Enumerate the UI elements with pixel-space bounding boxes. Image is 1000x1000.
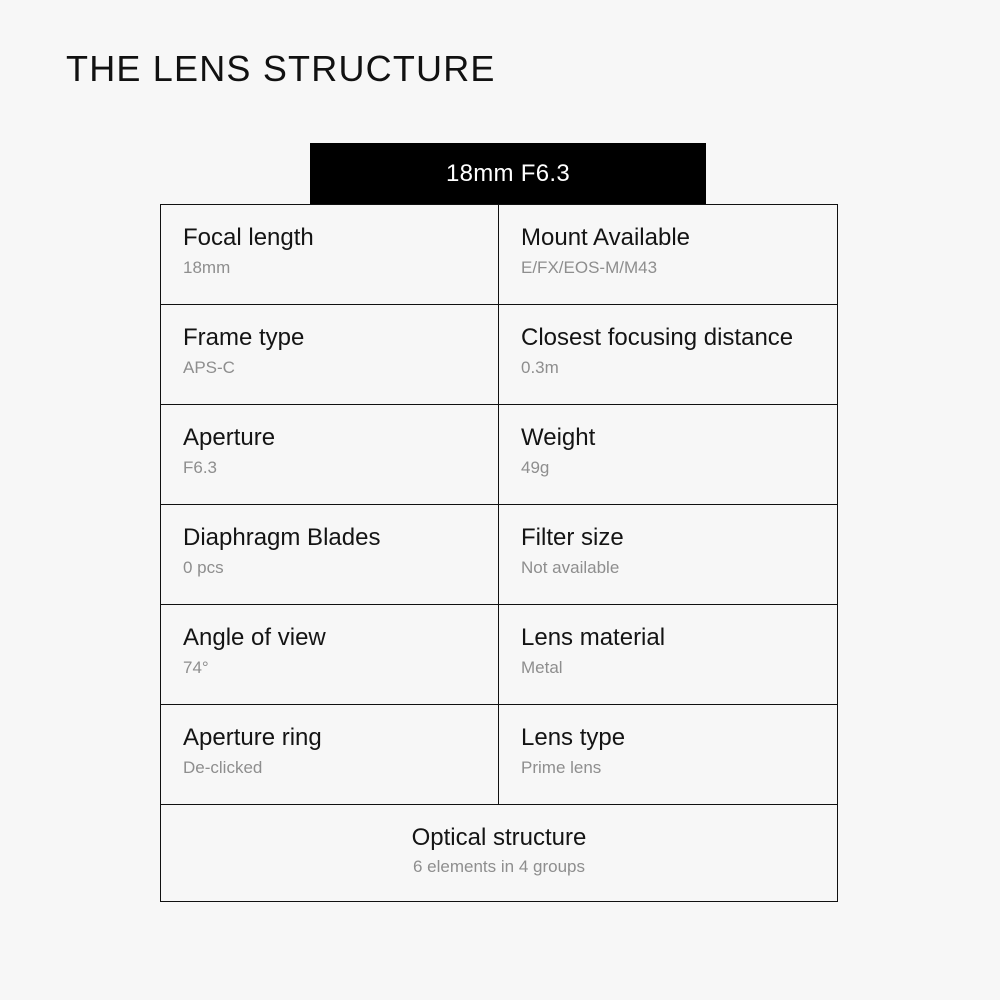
model-badge-label: 18mm F6.3 <box>445 160 571 187</box>
page-title: THE LENS STRUCTURE <box>66 48 496 89</box>
spec-label: Optical structure <box>411 824 587 851</box>
spec-cell-aperture <box>161 405 499 504</box>
table-row <box>161 405 837 505</box>
model-badge <box>310 143 706 205</box>
spec-label: Aperture ring <box>183 724 322 751</box>
spec-value: 0.3m <box>521 357 559 377</box>
spec-table <box>160 204 838 902</box>
spec-value: Metal <box>521 657 563 677</box>
table-row <box>161 305 837 405</box>
spec-value: 0 pcs <box>183 557 224 577</box>
spec-value: F6.3 <box>183 457 218 477</box>
spec-label: Aperture <box>183 424 276 451</box>
spec-value: De-clicked <box>183 757 263 777</box>
spec-value: 49g <box>521 457 550 477</box>
spec-cell-angle-of-view <box>161 605 499 704</box>
table-row <box>161 705 837 805</box>
spec-label: Weight <box>521 424 596 451</box>
spec-label: Focal length <box>183 224 314 251</box>
spec-cell-frame-type <box>161 305 499 404</box>
table-row <box>161 605 837 705</box>
spec-value: Not available <box>521 557 620 577</box>
spec-value: Prime lens <box>521 757 602 777</box>
spec-label: Lens type <box>521 724 626 751</box>
spec-cell-closest-focusing-distance <box>499 305 837 404</box>
spec-cell-lens-material <box>499 605 837 704</box>
spec-label: Filter size <box>521 524 624 551</box>
spec-value: APS-C <box>183 357 235 377</box>
spec-label: Mount Available <box>521 224 691 251</box>
table-row <box>161 505 837 605</box>
spec-label: Closest focusing distance <box>521 324 794 351</box>
spec-value: 74° <box>183 657 209 677</box>
spec-cell-weight <box>499 405 837 504</box>
spec-value: 18mm <box>183 257 231 277</box>
table-row <box>161 205 837 305</box>
table-row-optical-structure <box>161 805 837 901</box>
spec-value: 6 elements in 4 groups <box>413 856 585 876</box>
spec-cell-optical-structure <box>161 805 837 901</box>
spec-value: E/FX/EOS-M/M43 <box>521 257 658 277</box>
spec-cell-filter-size <box>499 505 837 604</box>
spec-label: Diaphragm Blades <box>183 524 381 551</box>
spec-cell-mount-available <box>499 205 837 304</box>
spec-cell-focal-length <box>161 205 499 304</box>
spec-cell-lens-type <box>499 705 837 804</box>
spec-cell-aperture-ring <box>161 705 499 804</box>
spec-label: Lens material <box>521 624 666 651</box>
spec-label: Frame type <box>183 324 305 351</box>
spec-cell-diaphragm-blades <box>161 505 499 604</box>
spec-label: Angle of view <box>183 624 326 651</box>
